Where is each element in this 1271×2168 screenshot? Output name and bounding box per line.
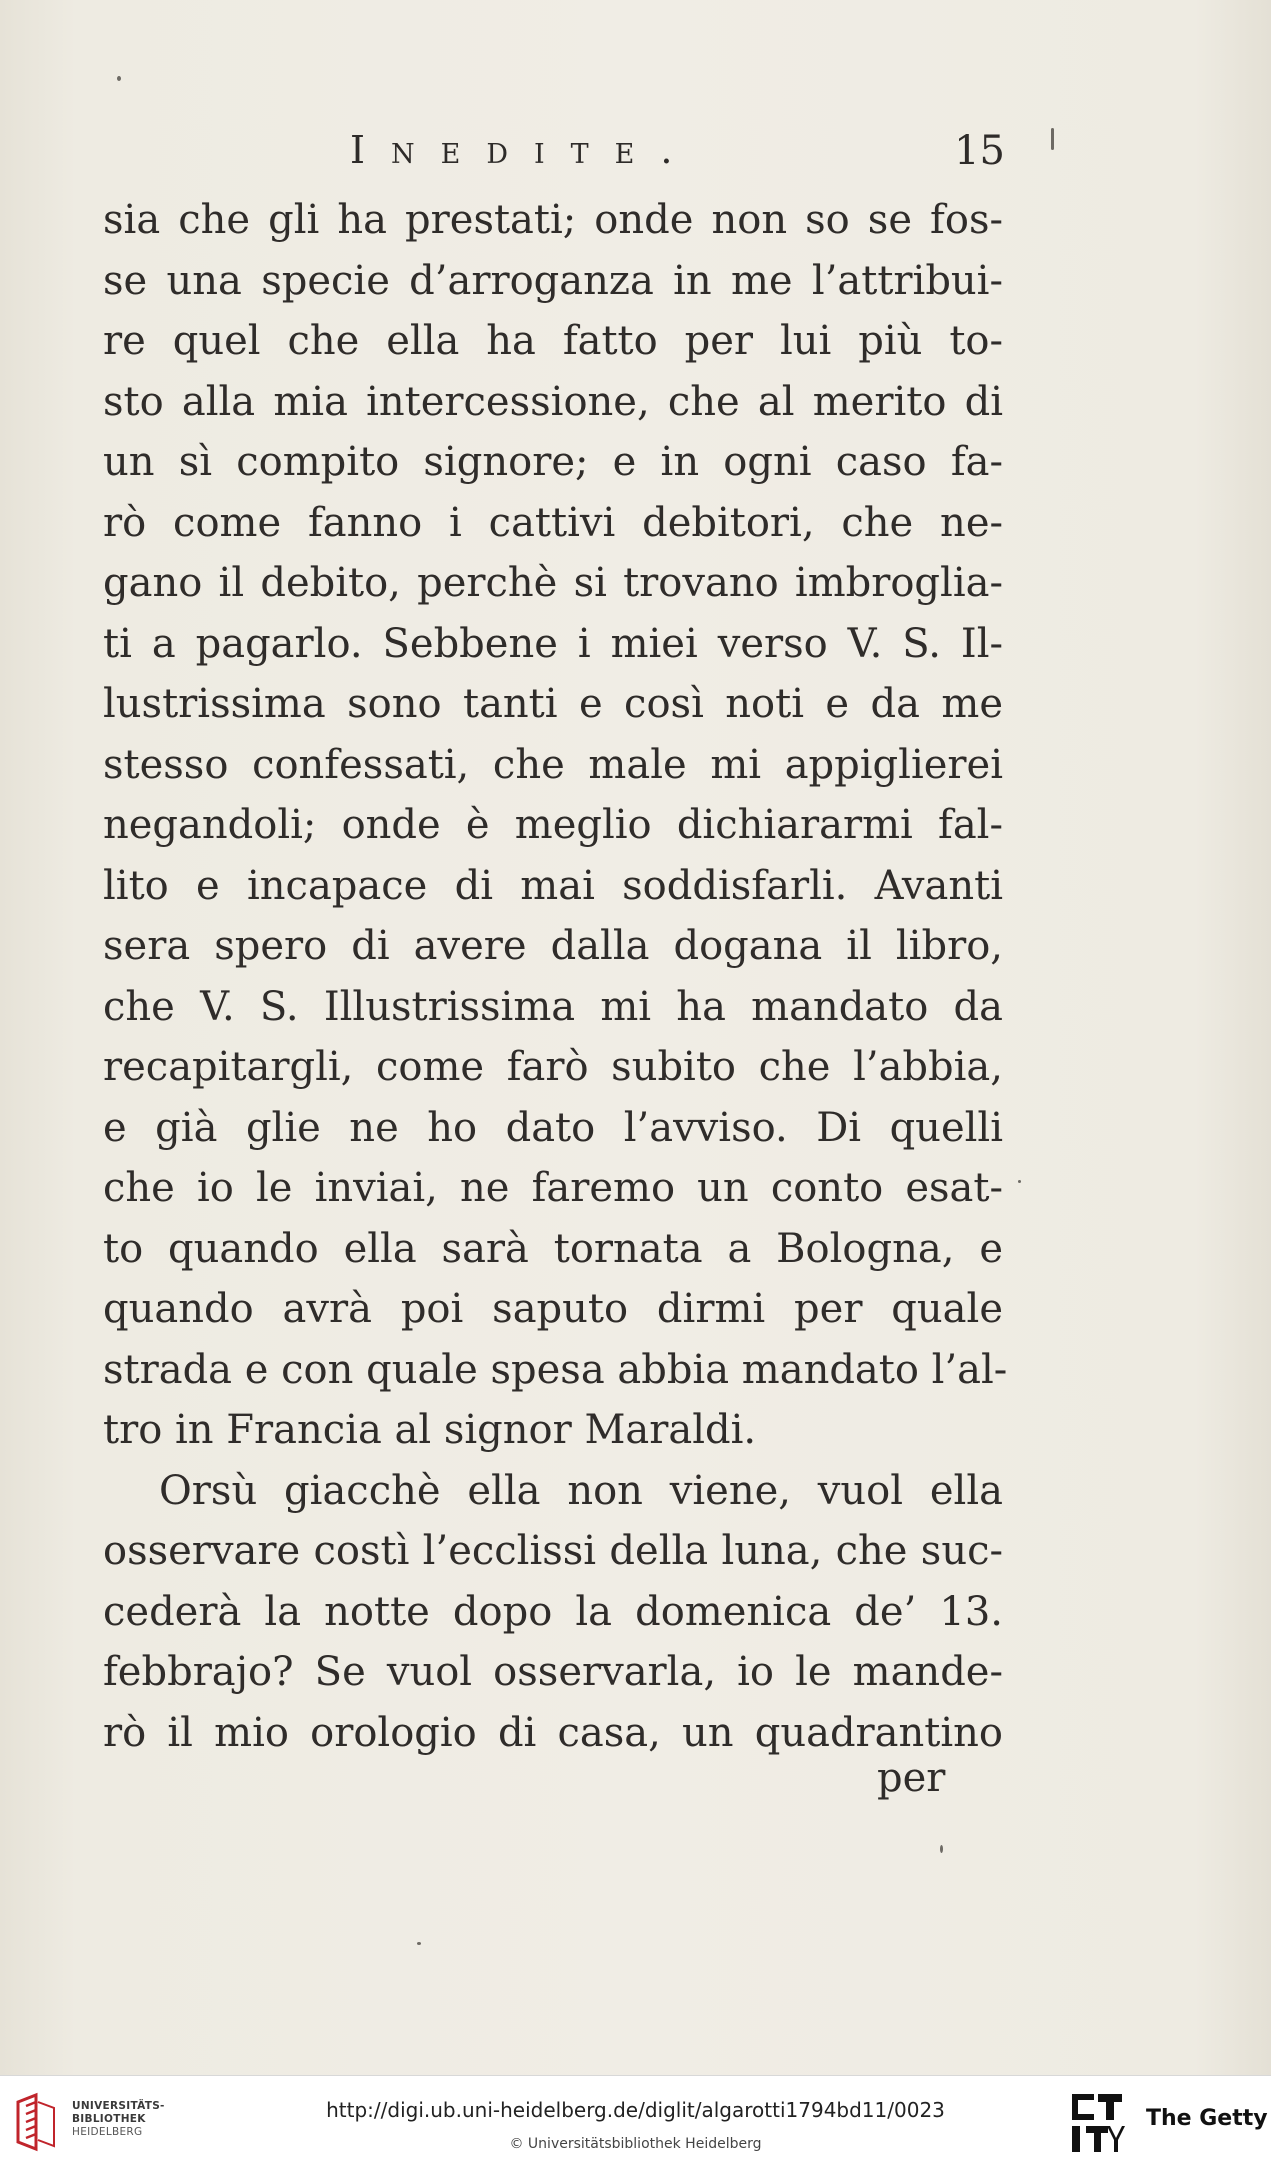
running-head bbox=[100, 128, 1005, 188]
text-line: sera spero di avere dalla dogana il libro, bbox=[103, 923, 1003, 969]
paper-speck bbox=[940, 1845, 943, 1853]
text-line: sia che gli ha prestati; onde non so se fos- bbox=[103, 197, 1003, 243]
getty-logo-icon[interactable] bbox=[1070, 2090, 1126, 2156]
text-line: to quando ella sarà tornata a Bologna, e bbox=[103, 1225, 1003, 1272]
copyright-notice: © Universitätsbibliothek Heidelberg bbox=[509, 2136, 762, 2152]
page-number: 15 bbox=[954, 128, 1005, 174]
text-line: quando avrà poi saputo dirmi per quale bbox=[103, 1286, 1003, 1332]
paper-speck bbox=[1051, 128, 1054, 150]
text-line: che V. S. Illustrissima mi ha mandato da bbox=[103, 983, 1003, 1030]
text-line: re quel che ella ha fatto per lui più to- bbox=[103, 318, 1003, 364]
catchword: per bbox=[877, 1755, 946, 1801]
paper-speck bbox=[1018, 1180, 1021, 1183]
text-line: che io le inviai, ne faremo un conto esat- bbox=[103, 1165, 1003, 1211]
viewer-footer bbox=[0, 2075, 1271, 2168]
text-line: negandoli; onde è meglio dichiararmi fal- bbox=[103, 802, 1003, 848]
paragraph-end-line: tro in Francia al signor Maraldi. bbox=[103, 1407, 757, 1453]
library-name-line: HEIDELBERG bbox=[72, 2126, 143, 2138]
text-line: rò come fanno i cattivi debitori, che ne- bbox=[103, 499, 1003, 546]
library-name-line: BIBLIOTHEK bbox=[72, 2113, 146, 2125]
text-line: stesso confessati, che male mi appiglierei bbox=[103, 741, 1003, 788]
body-text bbox=[103, 190, 1008, 1763]
paper-speck bbox=[117, 76, 121, 81]
text-line: febbrajo? Se vuol osservarla, io le mande- bbox=[103, 1649, 1003, 1695]
text-line: ti a pagarlo. Sebbene i miei verso V. S. Il- bbox=[103, 620, 1003, 667]
text-line: rò il mio orologio di casa, un quadrantino bbox=[103, 1709, 1003, 1756]
paper-speck bbox=[417, 1942, 421, 1945]
text-line: lustrissima sono tanti e così noti e da me bbox=[103, 681, 1003, 727]
text-line: strada e con quale spesa abbia mandato l’al- bbox=[103, 1346, 1008, 1393]
text-line: recapitargli, come farò subito che l’abbia, bbox=[103, 1044, 1003, 1090]
permalink-url[interactable]: http://digi.ub.uni-heidelberg.de/diglit/algarotti1794bd11/0023 bbox=[326, 2098, 945, 2122]
text-line: se una specie d’arroganza in me l’attribui- bbox=[103, 257, 1003, 304]
library-name-line: UNIVERSITÄTS- bbox=[72, 2100, 165, 2112]
text-line: lito e incapace di mai soddisfarli. Avanti bbox=[103, 862, 1003, 909]
paragraph-start-line: Orsù giacchè ella non viene, vuol ella bbox=[159, 1467, 1003, 1514]
text-line: e già glie ne ho dato l’avviso. Di quelli bbox=[103, 1104, 1003, 1151]
partner-name: The Getty bbox=[1146, 2106, 1268, 2131]
text-line: un sì compito signore; e in ogni caso fa- bbox=[103, 439, 1003, 485]
running-head-title: Inedite. bbox=[350, 128, 699, 172]
text-line: sto alla mia intercessione, che al merito di bbox=[103, 378, 1003, 425]
text-line: cederà la notte dopo la domenica de’ 13. bbox=[103, 1588, 1003, 1635]
text-line: gano il debito, perchè si trovano imbroglia- bbox=[103, 560, 1003, 606]
text-line: osservare costì l’ecclissi della luna, che suc- bbox=[103, 1528, 1003, 1574]
